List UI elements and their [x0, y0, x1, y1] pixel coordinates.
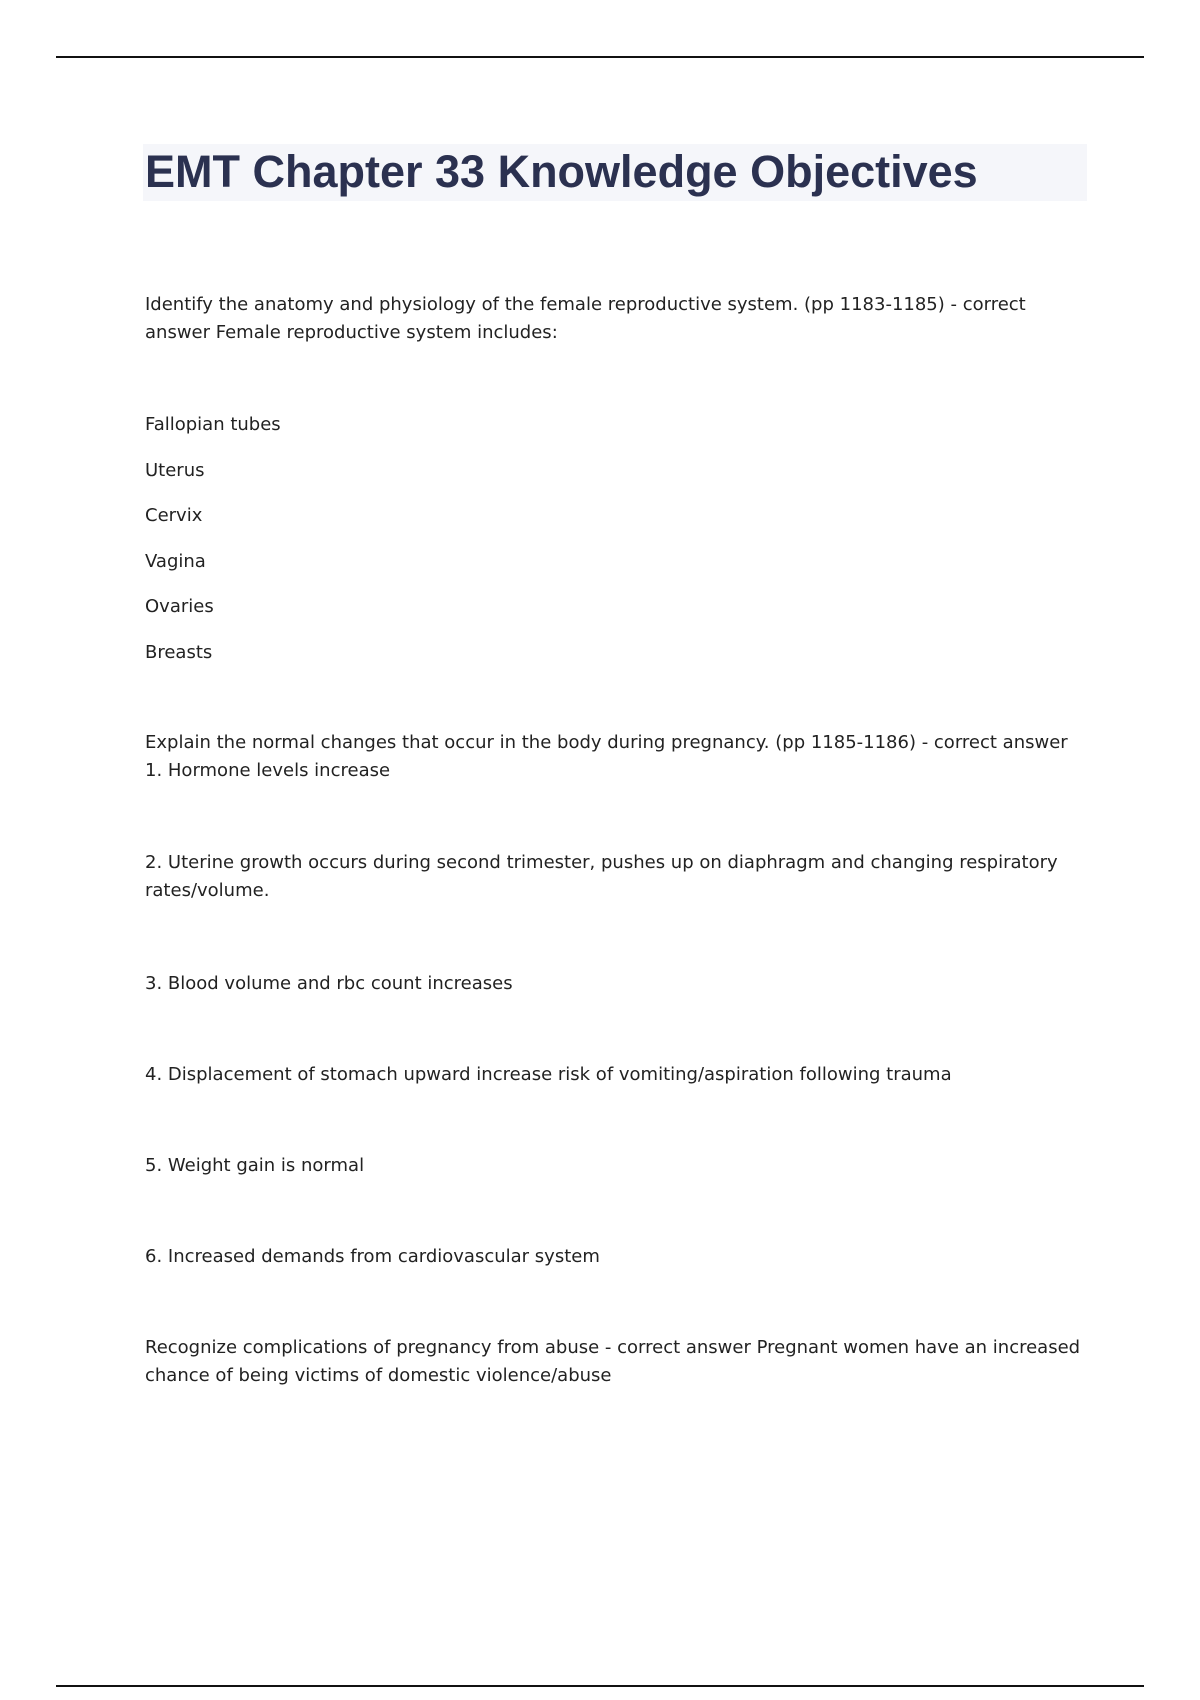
pregnancy-change-3: 3. Blood volume and rbc count increases	[145, 973, 513, 994]
list-item: Breasts	[145, 641, 213, 663]
top-rule	[56, 56, 1144, 58]
bottom-rule	[56, 1685, 1144, 1687]
reproductive-system-list	[145, 411, 281, 685]
list-item: Uterus	[145, 459, 205, 481]
pregnancy-change-5: 5. Weight gain is normal	[145, 1155, 365, 1176]
list-item: Vagina	[145, 550, 206, 572]
list-item: Cervix	[145, 505, 203, 527]
question-1: Identify the anatomy and physiology of the female reproductive system. (pp 1183-1185) - correct answer Female reproductive system includes:	[145, 294, 1026, 343]
question-2: Explain the normal changes that occur in the body during pregnancy. (pp 1185-1186) - correct answer 1. Hormone levels increase	[145, 732, 1068, 781]
pregnancy-change-4: 4. Displacement of stomach upward increase risk of vomiting/aspiration following trauma	[145, 1064, 952, 1085]
list-item: Ovaries	[145, 596, 214, 618]
pregnancy-change-2: 2. Uterine growth occurs during second trimester, pushes up on diaphragm and changing respiratory rates/volume.	[145, 852, 1058, 901]
list-item: Fallopian tubes	[145, 414, 281, 435]
pregnancy-change-6: 6. Increased demands from cardiovascular system	[145, 1246, 600, 1267]
question-3: Recognize complications of pregnancy from abuse - correct answer Pregnant women have an increased chance of being victims of domestic violence/abuse	[145, 1337, 1081, 1386]
document-title: EMT Chapter 33 Knowledge Objectives	[145, 146, 978, 197]
